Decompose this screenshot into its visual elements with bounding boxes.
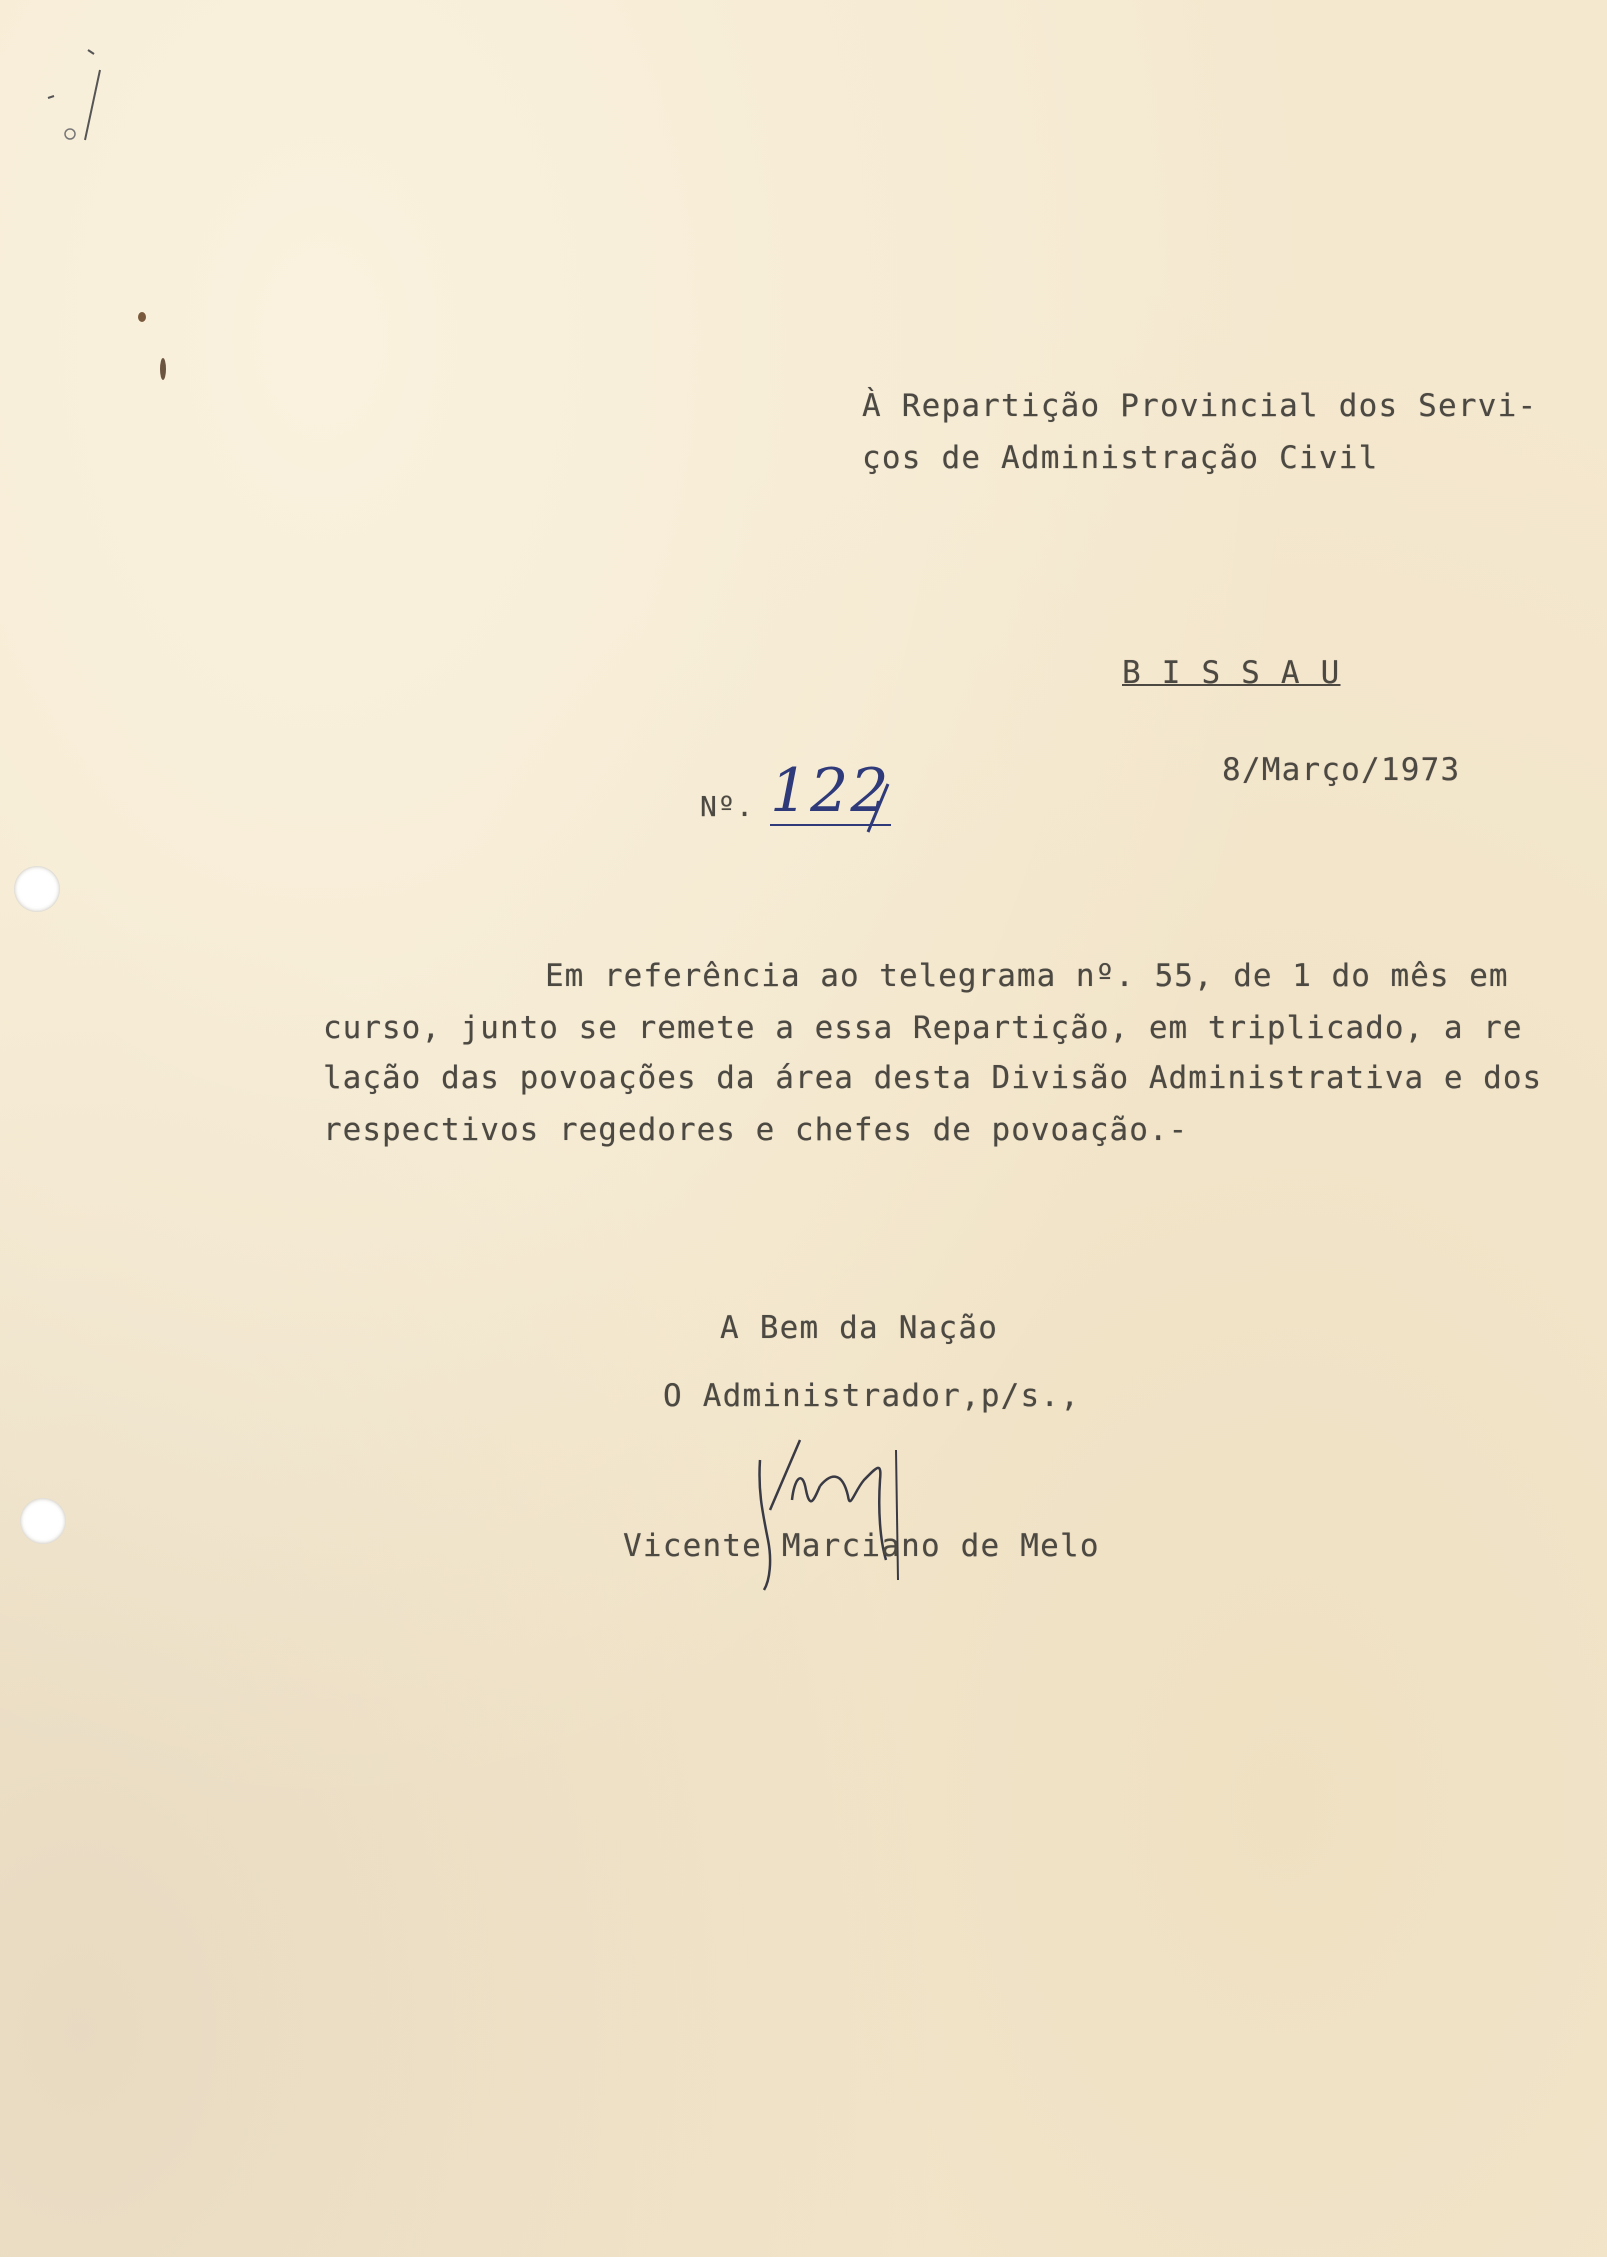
paper-speck	[160, 358, 166, 380]
corner-pencil-mark	[40, 40, 120, 160]
paper-speck	[138, 312, 146, 322]
body-line-1: Em referência ao telegrama nº. 55, de 1 do mês em	[545, 958, 1509, 994]
closing-title: O Administrador,p/s.,	[663, 1378, 1081, 1414]
reference-slash	[858, 780, 898, 840]
recipient-line-2: ços de Administração Civil	[862, 440, 1379, 476]
body-line-2: curso, junto se remete a essa Repartição, em triplicado, a re	[323, 1010, 1523, 1046]
closing-name: Vicente Marciano de Melo	[623, 1528, 1100, 1564]
handwritten-signature	[730, 1430, 990, 1610]
punch-hole-lower	[20, 1498, 66, 1544]
body-line-3: lação das povoações da área desta Divisão Administrativa e dos	[323, 1060, 1543, 1096]
body-line-4: respectivos regedores e chefes de povoação.-	[323, 1112, 1189, 1148]
reference-prefix: Nº.	[700, 790, 755, 823]
punch-hole-upper	[14, 866, 60, 912]
reference-number: 122	[770, 756, 891, 826]
date: 8/Março/1973	[1222, 752, 1461, 788]
recipient-line-1: À Repartição Provincial dos Servi-	[862, 388, 1538, 424]
closing-salutation: A Bem da Nação	[720, 1310, 999, 1346]
location: B I S S A U	[1122, 655, 1341, 691]
